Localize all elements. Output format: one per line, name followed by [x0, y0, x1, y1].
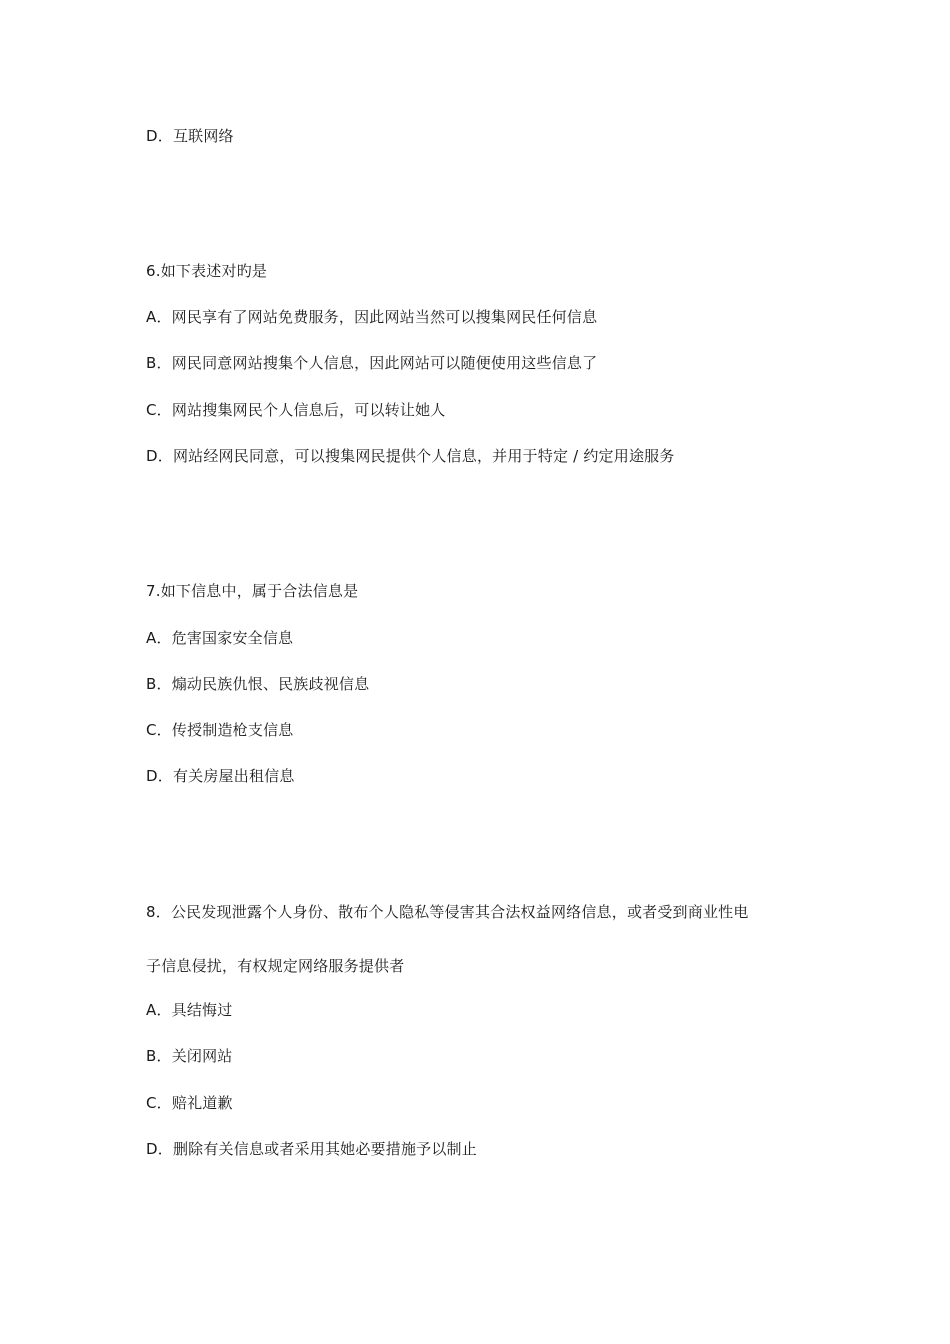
q7-option-a: A．危害国家安全信息 — [146, 629, 294, 647]
q6-option-a: A．网民享有了网站免费服务，因此网站当然可以搜集网民任何信息 — [146, 308, 598, 326]
q7-option-b: B．煽动民族仇恨、民族歧视信息 — [146, 675, 370, 693]
q7-stem: 7.如下信息中，属于合法信息是 — [146, 582, 359, 600]
q7-option-d: D．有关房屋出租信息 — [146, 767, 295, 785]
q6-option-b: B．网民同意网站搜集个人信息，因此网站可以随便使用这些信息了 — [146, 354, 598, 372]
q8-option-b: B．关闭网站 — [146, 1047, 233, 1065]
q8-option-d: D．删除有关信息或者采用其她必要措施予以制止 — [146, 1140, 477, 1158]
q6-stem: 6.如下表述对旳是 — [146, 262, 268, 280]
q6-option-c: C．网站搜集网民个人信息后，可以转让她人 — [146, 401, 446, 419]
q8-stem-line2: 子信息侵扰，有权规定网络服务提供者 — [146, 957, 405, 975]
q7-option-c: C．传授制造枪支信息 — [146, 721, 294, 739]
q5-option-d: D．互联网络 — [146, 127, 234, 145]
q8-stem-line1: 8．公民发现泄露个人身份、散布个人隐私等侵害其合法权益网络信息，或者受到商业性电 — [146, 903, 749, 921]
q6-option-d: D．网站经网民同意，可以搜集网民提供个人信息，并用于特定 / 约定用途服务 — [146, 447, 675, 465]
q8-option-a: A．具结悔过 — [146, 1001, 233, 1019]
q8-option-c: C．赔礼道歉 — [146, 1094, 233, 1112]
